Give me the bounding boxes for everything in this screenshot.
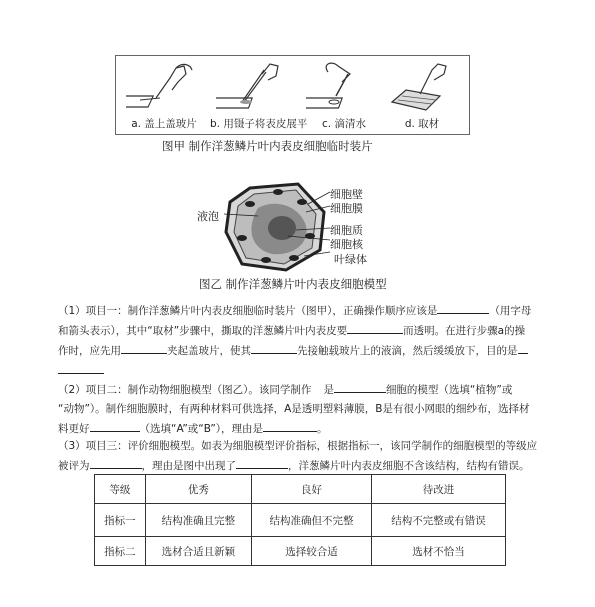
step-a xyxy=(120,60,208,134)
step-d xyxy=(378,60,466,134)
table-header: 良好 xyxy=(252,475,372,504)
cell-membrane-label: 细胞膜 xyxy=(330,202,363,215)
q1-blank-purpose[interactable] xyxy=(58,361,104,374)
q2-blank-reason[interactable] xyxy=(263,419,317,432)
figure-a-box xyxy=(115,55,470,135)
table-cell: 结构准确且完整 xyxy=(145,504,251,537)
question-2 xyxy=(58,380,558,439)
cytoplasm-label: 细胞质 xyxy=(330,224,363,237)
cell-wall-label: 细胞壁 xyxy=(330,188,363,201)
q3-blank-grade[interactable] xyxy=(90,456,142,469)
step-c-label: c. 滴清水 xyxy=(322,118,366,130)
peeling-hand-icon xyxy=(384,60,460,114)
q1-blank-order[interactable] xyxy=(437,301,489,314)
tweezers-hand-icon xyxy=(216,60,292,114)
chloroplast-label: 叶绿体 xyxy=(334,253,367,266)
figure-b-caption: 图乙 制作洋葱鳞片叶内表皮细胞模型 xyxy=(199,277,387,291)
table-header: 等级 xyxy=(95,475,146,504)
step-b xyxy=(210,60,308,134)
step-a-label: a. 盖上盖玻片 xyxy=(131,118,197,130)
q1-line-1: （1）项目一：制作洋葱鳞片叶内表皮细胞临时装片（图甲），正确操作顺序应该是 （用字母 xyxy=(58,301,558,321)
step-c xyxy=(300,60,388,134)
evaluation-table xyxy=(94,474,506,566)
coverslip-hand-icon xyxy=(126,60,202,114)
table-cell: 指标二 xyxy=(95,537,146,566)
q1-line-3: 作时，应先用 夹起盖玻片，使其 先接触载玻片上的液滴，然后缓缓放下，目的是 xyxy=(58,341,558,361)
step-b-label: b. 用镊子将表皮展平 xyxy=(210,118,308,130)
table-cell: 结构准确但不完整 xyxy=(252,504,372,537)
table-cell: 结构不完整或有错误 xyxy=(372,504,506,537)
question-3 xyxy=(58,437,558,476)
nucleus-label: 细胞核 xyxy=(330,238,363,251)
table-row xyxy=(95,504,506,537)
table-cell: 选材合适且新颖 xyxy=(145,537,251,566)
q2-line-1: （2）项目二：制作动物细胞模型（图乙）。该同学制作 是 细胞的模型（选填“植物”或 xyxy=(58,380,558,400)
q1-blank-edge[interactable] xyxy=(251,341,297,354)
q3-blank-structure[interactable] xyxy=(236,456,288,469)
q3-line-2: 被评为 ，理由是图中出现了 ，洋葱鳞片叶内表皮细胞不含该结构，结构有错误。 xyxy=(58,456,558,476)
q1-line-2: 和箭头表示），其中“取材”步骤中，撕取的洋葱鳞片叶内表皮要 而透明。在进行步骤a的操 xyxy=(58,321,558,341)
table-header-row xyxy=(95,475,506,504)
q1-line-4 xyxy=(58,361,558,381)
q2-blank-material[interactable] xyxy=(90,419,140,432)
table-header: 优秀 xyxy=(145,475,251,504)
label-lines xyxy=(222,186,332,266)
q1-blank-thin[interactable] xyxy=(347,321,403,334)
q2-blank-cell-type[interactable] xyxy=(334,380,386,393)
q1-blank-tool[interactable] xyxy=(121,341,167,354)
table-cell: 选材不恰当 xyxy=(372,537,506,566)
vacuole-label: 液泡 xyxy=(197,210,219,223)
q3-line-1: （3）项目三：评价细胞模型。如表为细胞模型评价指标，根据指标一，该同学制作的细胞模型的等级应 xyxy=(58,440,538,452)
q2-line-2: “动物”）。制作细胞膜时，有两种材料可供选择，A是透明塑料薄膜，B是有很小网眼的细纱布，选择材 xyxy=(58,403,530,415)
q1-blank-purpose-start[interactable] xyxy=(518,341,528,354)
figure-a-caption: 图甲 制作洋葱鳞片叶内表皮细胞临时装片 xyxy=(162,139,373,153)
table-header: 待改进 xyxy=(372,475,506,504)
table-row xyxy=(95,537,506,566)
table-cell: 指标一 xyxy=(95,504,146,537)
q2-line-3: 料更好 （选填“A”或“B”），理由是 。 xyxy=(58,419,558,439)
question-1 xyxy=(58,301,558,381)
step-d-label: d. 取材 xyxy=(404,118,440,130)
table-cell: 选择较合适 xyxy=(252,537,372,566)
dropper-hand-icon xyxy=(306,60,382,114)
